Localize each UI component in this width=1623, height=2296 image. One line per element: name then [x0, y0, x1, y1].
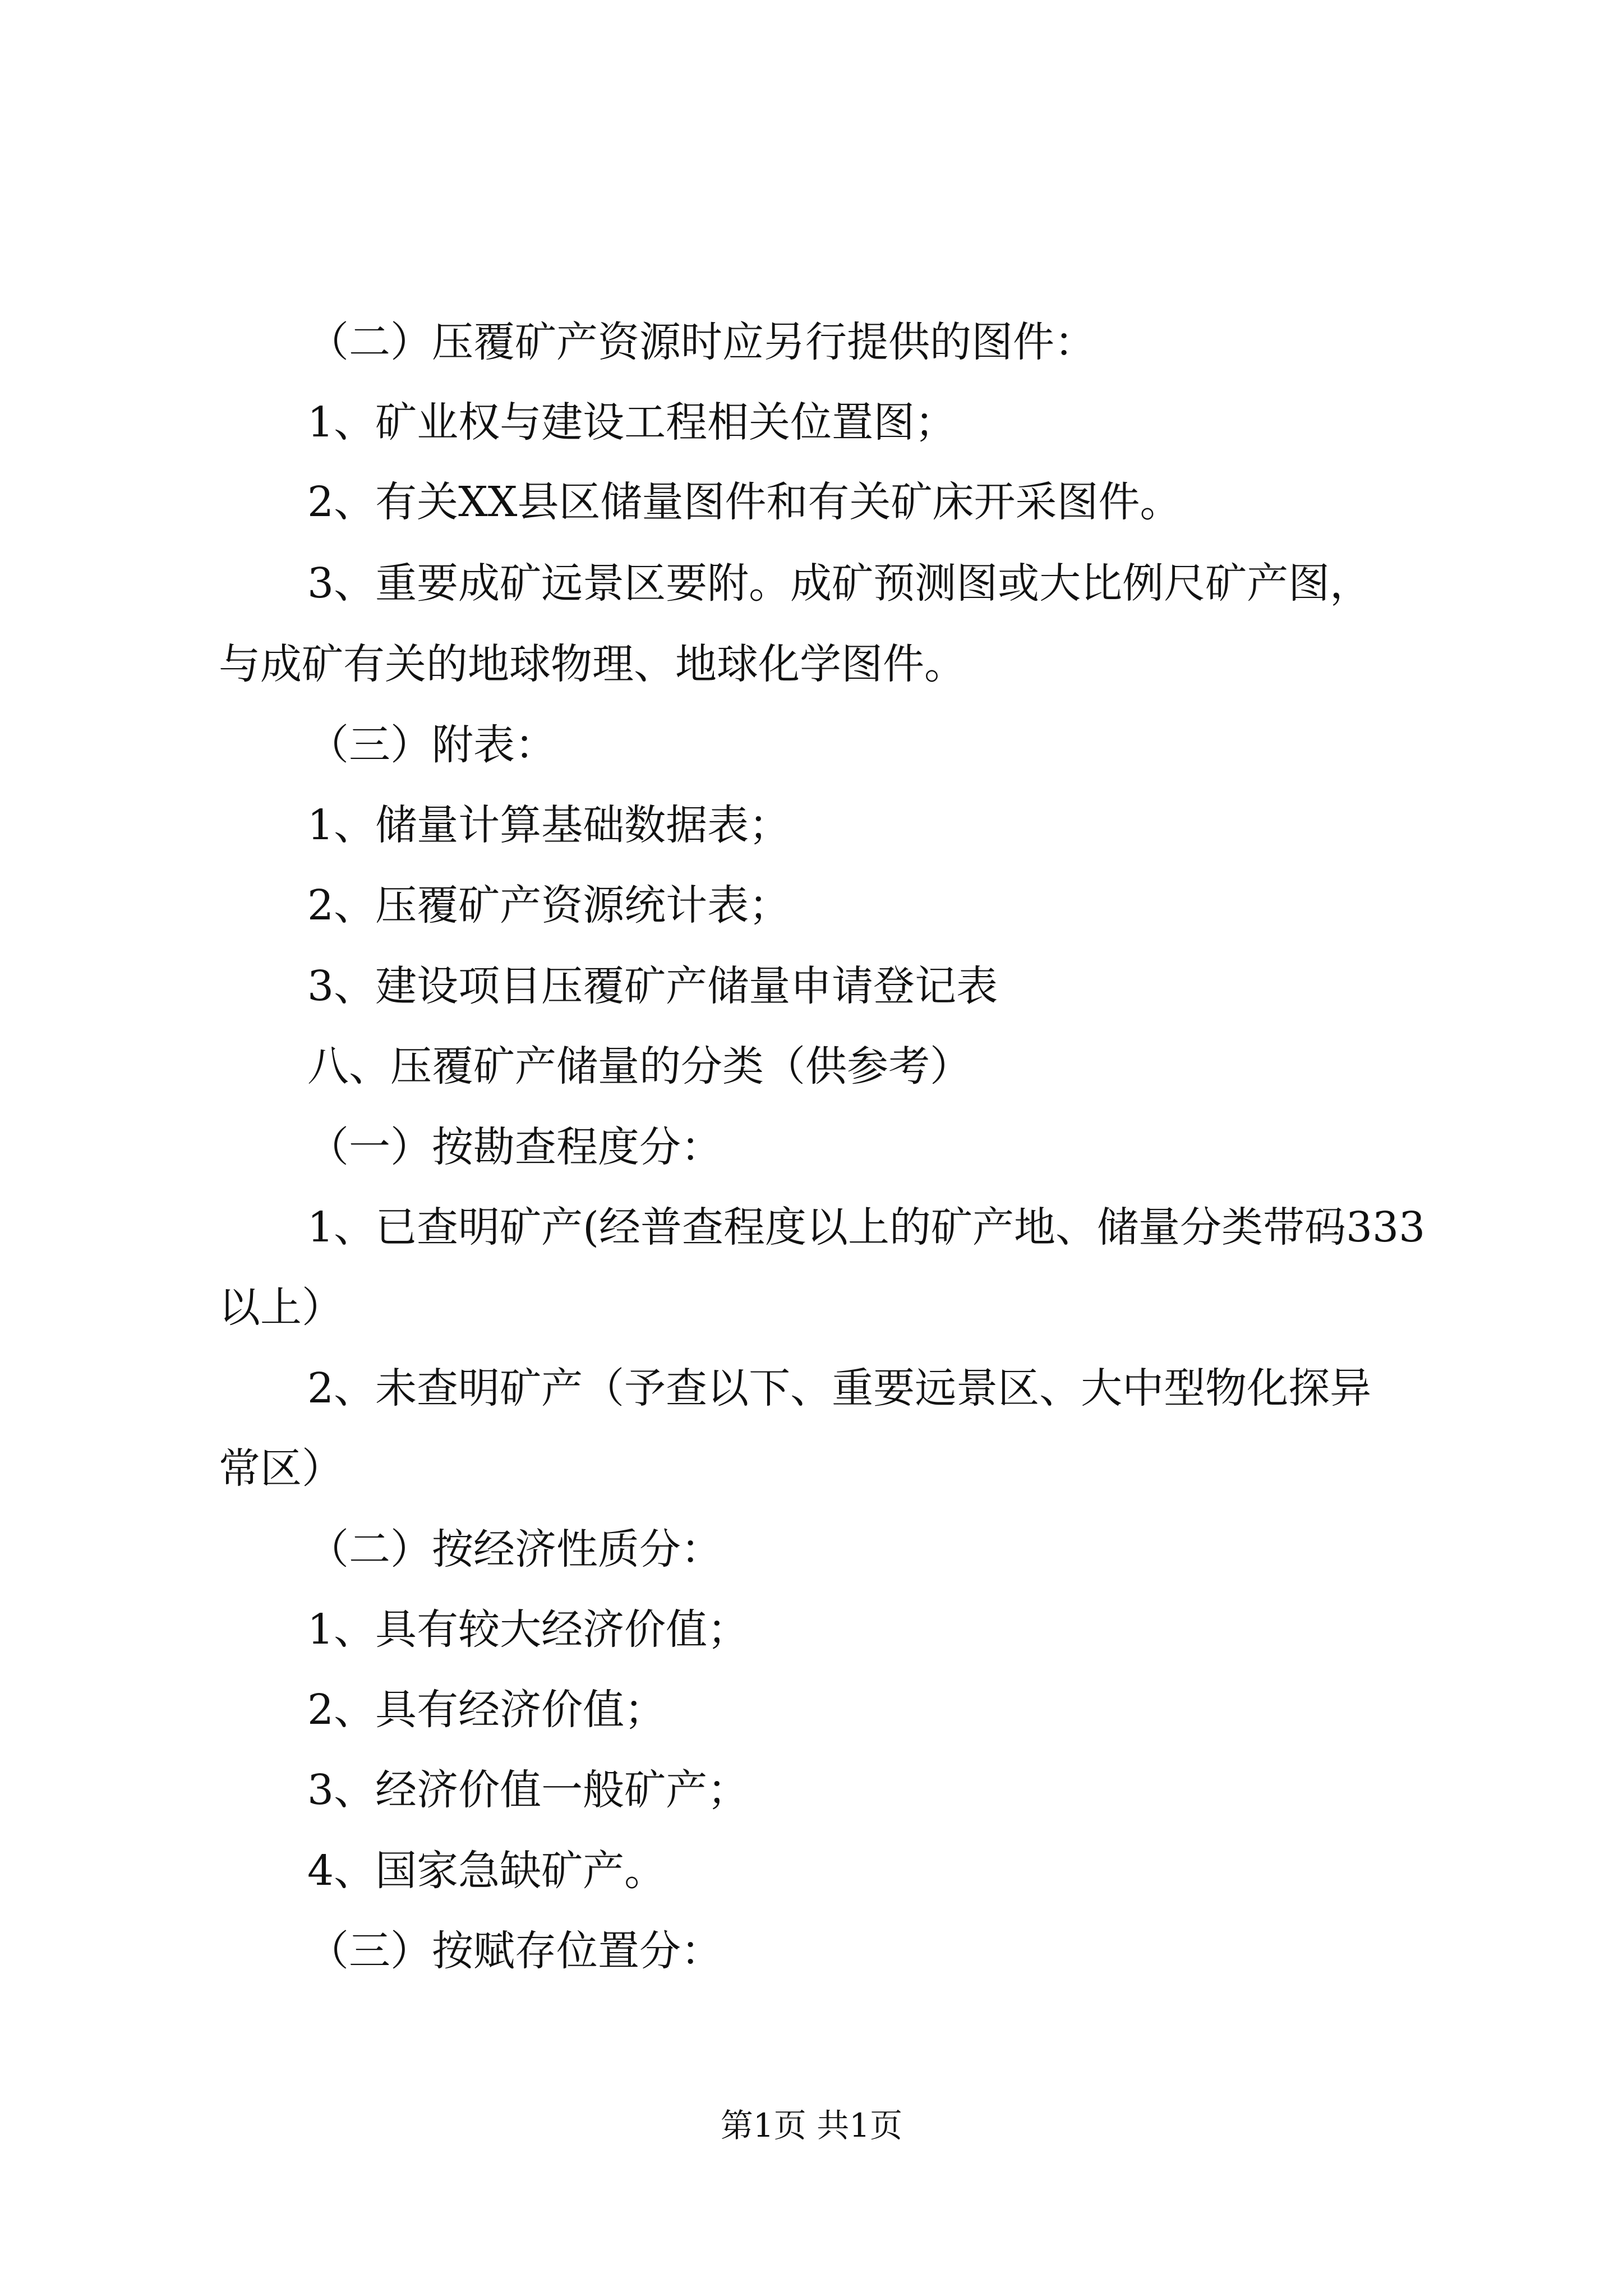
text-line: （二）按经济性质分：	[307, 1525, 722, 1573]
text-line: 2、有关XX县区储量图件和有关矿床开采图件。	[307, 478, 1182, 526]
text-line: 1、矿业权与建设工程相关位置图；	[307, 398, 957, 447]
text-line: （二）压覆矿产资源时应另行提供的图件：	[307, 318, 1096, 366]
text-line: 以上）	[219, 1283, 343, 1332]
text-line: 3、经济价值一般矿产；	[307, 1766, 749, 1814]
text-line: （三）按赋存位置分：	[307, 1927, 722, 1975]
text-line: 八、压覆矿产储量的分类（供参考）	[307, 1042, 971, 1091]
text-line: 2、未查明矿产（予查以下、重要远景区、大中型物化探异	[307, 1364, 1372, 1412]
text-line: 4、国家急缺矿产。	[307, 1847, 666, 1895]
text-line: （三）附表：	[307, 721, 556, 769]
text-line: 3、重要成矿远景区要附。成矿预测图或大比例尺矿产图，	[307, 559, 1372, 608]
text-line: 2、具有经济价值；	[307, 1686, 666, 1734]
text-line: 1、已查明矿产(经普查程度以上的矿产地、储量分类带码333	[307, 1203, 1426, 1251]
text-line: 3、建设项目压覆矿产储量申请登记表	[307, 962, 998, 1010]
text-line: 2、压覆矿产资源统计表；	[307, 881, 791, 930]
text-line: 常区）	[219, 1444, 343, 1493]
page-footer: 第1页 共1页	[720, 2106, 903, 2145]
text-line: 1、具有较大经济价值；	[307, 1605, 749, 1654]
text-line: 1、储量计算基础数据表；	[307, 801, 791, 849]
text-line: 与成矿有关的地球物理、地球化学图件。	[219, 640, 966, 688]
text-line: （一）按勘查程度分：	[307, 1123, 722, 1171]
